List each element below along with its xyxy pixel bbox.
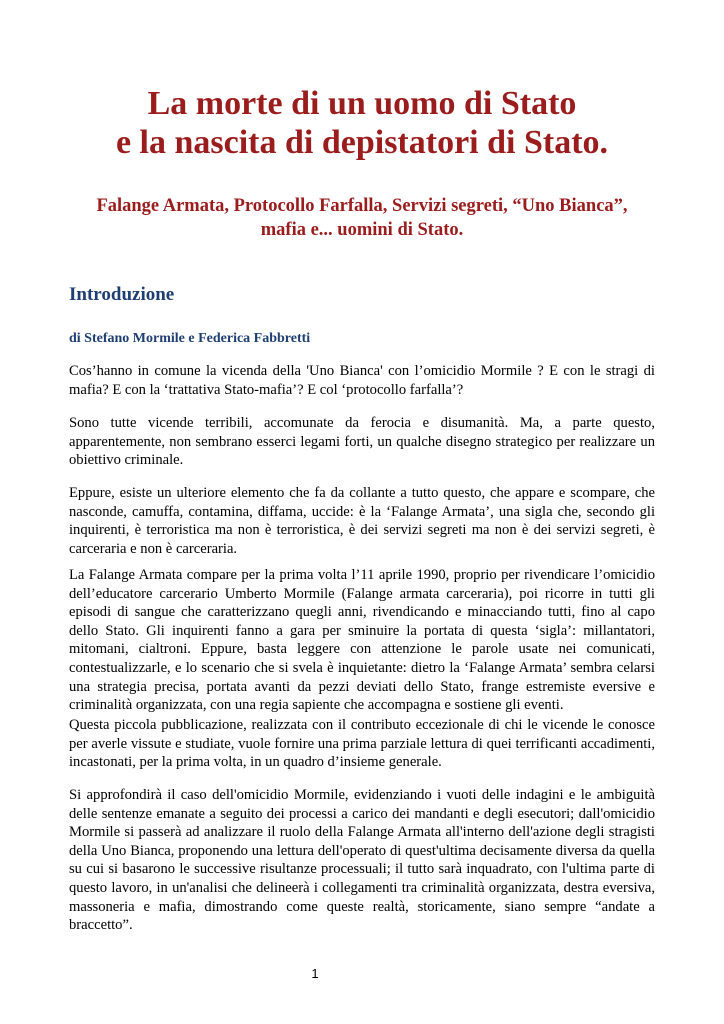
paragraph: Sono tutte vicende terribili, accomunate da ferocia e disumanità. Ma, a parte questo, apparentemente, non sembrano esserci legami forti, un qualche disegno strategico per realizzare un obiettivo criminale. — [69, 415, 655, 469]
document-subtitle — [60, 194, 664, 242]
title-line-2: e la nascita di depistatori di Stato. — [115, 124, 609, 161]
paragraph: Questa piccola pubblicazione, realizzata con il contributo eccezionale di chi le vicende le conosce per averle vissute e studiate, vuole fornire una prima parziale lettura di quei terrificanti accadimenti, incastonati, per la prima volta, in un quadro d’insieme generale. — [69, 717, 655, 771]
page-number: 1 — [311, 966, 319, 981]
paragraph: Si approfondirà il caso dell'omicidio Mormile, evidenziando i vuoti delle indagini e le ambiguità delle sentenze emanate a seguito dei processi a carico dei mandanti e degli esecutori; dall'omicidio Mormile si passerà ad analizzare il ruolo della Falange Armata all'interno dell'azione degli stragisti della Uno Bianca, proponendo una lettura dell'operato di quest'ultima decisamente diversa da quella su cui si basarono le successive risultanze processuali; il tutto sarà inquadrato, con l'ultima parte di questo lavoro, in un'analisi che delineerà i collegamenti tra criminalità organizzata, destra eversiva, massoneria e mafia, dimostrando come queste realtà, storicamente, siano sempre “andate a braccetto”. — [69, 787, 655, 934]
authors-line: di Stefano Mormile e Federica Fabbretti — [69, 331, 311, 346]
title-line-1: La morte di un uomo di Stato — [147, 85, 577, 122]
subtitle-line-1: Falange Armata, Protocollo Farfalla, Servizi segreti, “Uno Bianca”, — [96, 196, 628, 216]
subtitle-line-2: mafia e... uomini di Stato. — [260, 220, 464, 240]
document-title — [40, 84, 684, 162]
section-heading: Introduzione — [69, 284, 175, 305]
paragraph: Eppure, esiste un ulteriore elemento che fa da collante a tutto questo, che appare e scompare, che nasconde, camuffa, contamina, diffama, uccide: è la ‘Falange Armata’, una sigla che, secondo gli inquirenti, è terroristica ma non è terroristica, è dei servizi segreti ma non è dei servizi segreti, è carceraria e non è carceraria. — [69, 485, 655, 557]
paragraph: Cos’hanno in comune la vicenda della 'Uno Bianca' con l’omicidio Mormile ? E con le stragi di mafia? E con la ‘trattativa Stato-mafia’? E col ‘protocollo farfalla’? — [69, 363, 655, 398]
paragraph: La Falange Armata compare per la prima volta l’11 aprile 1990, proprio per rivendicare l’omicidio dell’educatore carcerario Umberto Mormile (Falange armata carceraria), poi ricorre in tutti gli episodi di sangue che caratterizzano quegli anni, rivendicando e minacciando tutti, fino al capo dello Stato. Gli inquirenti fanno a gara per sminuire la portata di questa ‘sigla’: millantatori, mitomani, cialtroni. Eppure, basta leggere con attenzione le parole usate nei comunicati, contestualizzarle, e lo scenario che si svela è inquietante: dietro la ‘Falange Armata’ sembra celarsi una strategia precisa, portata avanti da pezzi deviati dello Stato, frange estremiste eversive e criminalità organizzata, con una regia sapiente che accompagna e sostiene gli eventi. — [69, 567, 655, 714]
